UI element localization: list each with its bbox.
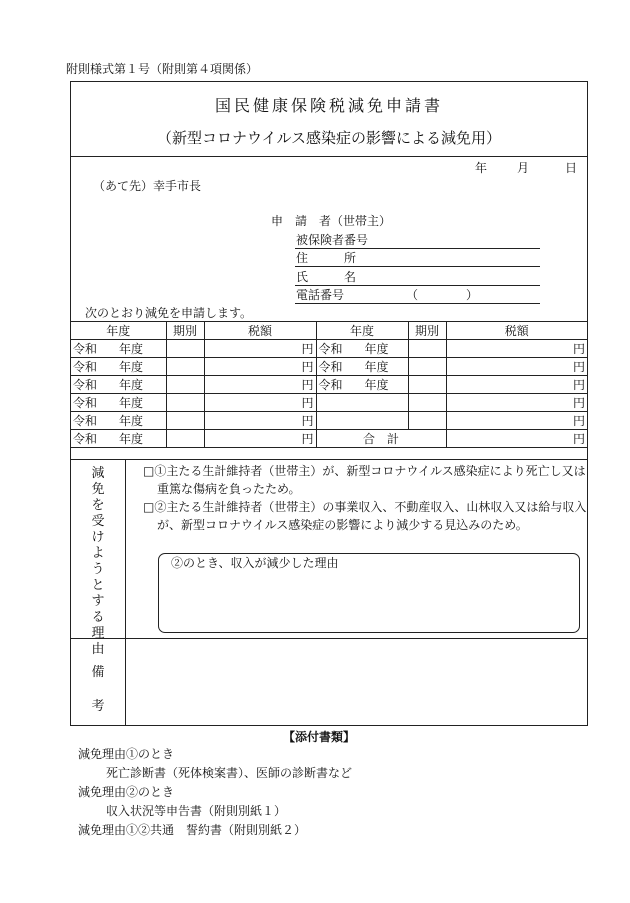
yen-unit: 円 xyxy=(572,414,585,428)
col-header-tax: 税額 xyxy=(446,322,587,340)
yen-unit: 円 xyxy=(572,432,585,446)
tax-cell[interactable] xyxy=(204,376,316,394)
date-day-label: 日 xyxy=(565,161,578,175)
yen-unit: 円 xyxy=(572,342,585,356)
yen-unit: 円 xyxy=(301,414,314,428)
tax-cell[interactable] xyxy=(446,340,587,358)
year-cell[interactable] xyxy=(71,430,166,448)
yen-unit: 円 xyxy=(301,432,314,446)
address-field[interactable] xyxy=(295,266,540,267)
reason-item-1[interactable]: □①主たる生計維持者（世帯主）が、新型コロナウイルス感染症により死亡し又は重篤な傷病を負ったため。 xyxy=(143,464,586,496)
era-label: 令和 xyxy=(73,414,98,428)
income-reason-label: ②のとき、収入が減少した理由 xyxy=(171,556,339,570)
era-label: 令和 xyxy=(318,378,343,392)
year-suffix: 年度 xyxy=(364,360,389,374)
address-label: 住 所 xyxy=(296,251,357,265)
insured-number-field[interactable] xyxy=(295,248,540,249)
period-cell[interactable] xyxy=(166,412,204,430)
yen-unit: 円 xyxy=(301,342,314,356)
tax-cell[interactable] xyxy=(204,412,316,430)
era-label: 令和 xyxy=(318,360,343,374)
divider xyxy=(71,638,587,639)
year-cell[interactable] xyxy=(71,358,166,376)
tax-cell[interactable] xyxy=(446,376,587,394)
year-cell[interactable] xyxy=(71,412,166,430)
era-label: 令和 xyxy=(73,396,98,410)
era-label: 令和 xyxy=(73,432,98,446)
period-cell[interactable] xyxy=(166,340,204,358)
table-row xyxy=(71,376,587,394)
total-label: 合 計 xyxy=(316,430,446,448)
attachment-line: 減免理由①のとき xyxy=(78,747,175,761)
yen-unit: 円 xyxy=(301,360,314,374)
year-suffix: 年度 xyxy=(119,360,144,374)
tax-cell[interactable] xyxy=(446,394,587,412)
year-suffix: 年度 xyxy=(364,342,389,356)
table-row xyxy=(71,412,587,430)
form-subtitle: （新型コロナウイルス感染症の影響による減免用） xyxy=(156,129,502,147)
col-header-year: 年度 xyxy=(71,322,166,340)
divider xyxy=(71,459,587,460)
tax-table xyxy=(71,321,587,448)
name-label: 氏 名 xyxy=(296,270,357,284)
col-header-period: 期別 xyxy=(408,322,446,340)
table-header-row xyxy=(71,322,587,340)
reason-side-label: 減免を受けようとする理由 xyxy=(91,466,105,657)
attachment-line: 減免理由①②共通 誓約書（附則別紙２） xyxy=(78,823,307,837)
empty-cell xyxy=(316,394,408,412)
year-suffix: 年度 xyxy=(364,378,389,392)
tax-cell[interactable] xyxy=(446,412,587,430)
attachment-line: 収入状況等申告書（附則別紙１） xyxy=(106,804,287,818)
attachment-line: 死亡診断書（死体検案書）、医師の診断書など xyxy=(106,766,353,780)
divider xyxy=(71,156,587,157)
name-field[interactable] xyxy=(295,285,540,286)
date-month-label: 月 xyxy=(517,161,530,175)
yen-unit: 円 xyxy=(301,378,314,392)
addressee: （あて先）幸手市長 xyxy=(93,179,202,193)
era-label: 令和 xyxy=(73,360,98,374)
application-form xyxy=(70,81,588,726)
tax-cell[interactable] xyxy=(204,340,316,358)
era-label: 令和 xyxy=(73,378,98,392)
era-label: 令和 xyxy=(73,342,98,356)
attachments-title: 【添付書類】 xyxy=(283,730,356,744)
empty-cell xyxy=(408,412,446,430)
col-header-year: 年度 xyxy=(316,322,408,340)
empty-cell xyxy=(316,412,408,430)
tax-cell[interactable] xyxy=(446,358,587,376)
remarks-field[interactable] xyxy=(127,640,585,724)
year-cell[interactable] xyxy=(71,340,166,358)
empty-cell xyxy=(408,394,446,412)
remarks-label: 備考 xyxy=(91,665,105,714)
period-cell[interactable] xyxy=(408,358,446,376)
form-title: 国民健康保険税減免申請書 xyxy=(214,96,443,115)
phone-label: 電話番号 xyxy=(296,288,345,302)
period-cell[interactable] xyxy=(166,430,204,448)
date-year-label: 年 xyxy=(475,161,488,175)
col-header-tax: 税額 xyxy=(204,322,316,340)
year-cell[interactable] xyxy=(316,340,408,358)
period-cell[interactable] xyxy=(166,376,204,394)
year-suffix: 年度 xyxy=(119,414,144,428)
year-suffix: 年度 xyxy=(119,342,144,356)
period-cell[interactable] xyxy=(408,376,446,394)
year-cell[interactable] xyxy=(71,394,166,412)
phone-parens: （ ） xyxy=(406,288,479,302)
year-cell[interactable] xyxy=(316,358,408,376)
yen-unit: 円 xyxy=(301,396,314,410)
attachment-line: 減免理由②のとき xyxy=(78,785,175,799)
table-row xyxy=(71,394,587,412)
period-cell[interactable] xyxy=(166,394,204,412)
total-tax-cell[interactable] xyxy=(446,430,587,448)
year-suffix: 年度 xyxy=(119,432,144,446)
period-cell[interactable] xyxy=(166,358,204,376)
era-label: 令和 xyxy=(318,342,343,356)
period-cell[interactable] xyxy=(408,340,446,358)
tax-cell[interactable] xyxy=(204,430,316,448)
yen-unit: 円 xyxy=(572,396,585,410)
tax-cell[interactable] xyxy=(204,394,316,412)
phone-field[interactable] xyxy=(295,303,540,304)
income-reason-box[interactable] xyxy=(158,553,580,633)
year-cell[interactable] xyxy=(71,376,166,394)
col-header-period: 期別 xyxy=(166,322,204,340)
table-row xyxy=(71,358,587,376)
request-text: 次のとおり減免を申請します。 xyxy=(85,306,253,320)
table-row xyxy=(71,340,587,358)
insured-number-label: 被保険者番号 xyxy=(296,233,369,247)
divider xyxy=(125,459,126,726)
year-suffix: 年度 xyxy=(119,396,144,410)
year-cell[interactable] xyxy=(316,376,408,394)
reason-item-2[interactable]: □②主たる生計維持者（世帯主）の事業収入、不動産収入、山林収入又は給与収入が、新型コロナウイルス感染症の影響により減少する見込みのため。 xyxy=(143,500,587,532)
year-suffix: 年度 xyxy=(119,378,144,392)
yen-unit: 円 xyxy=(572,360,585,374)
form-number-note: 附則様式第１号（附則第４項関係） xyxy=(66,62,259,76)
applicant-label: 申 請 者（世帯主） xyxy=(271,214,392,228)
yen-unit: 円 xyxy=(572,378,585,392)
tax-cell[interactable] xyxy=(204,358,316,376)
table-row xyxy=(71,430,587,448)
